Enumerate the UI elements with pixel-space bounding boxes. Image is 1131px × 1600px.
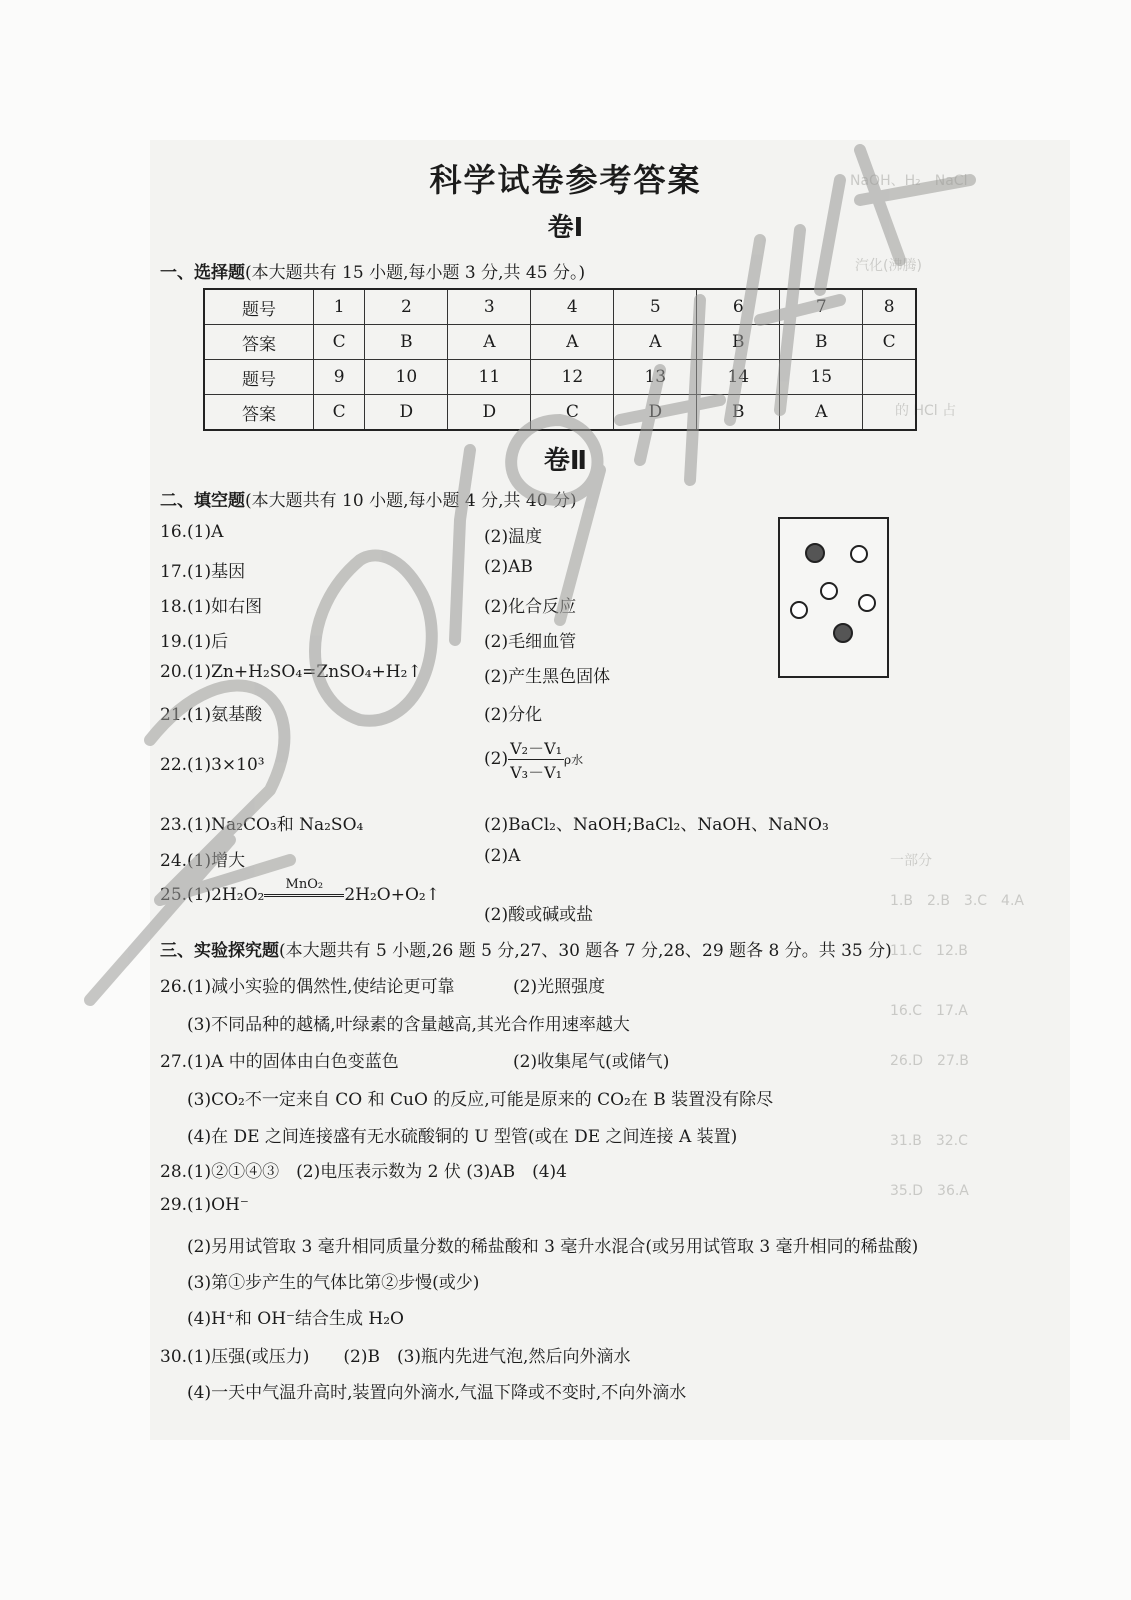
table-cell: 5 <box>614 289 697 325</box>
table-cell: 2 <box>365 289 448 325</box>
table-cell: 10 <box>365 360 448 395</box>
page-title: 科学试卷参考答案 <box>429 161 702 199</box>
table-cell-empty <box>863 395 916 431</box>
table-cell-label: 题号 <box>204 360 314 395</box>
answer-19b: (2)毛细血管 <box>484 632 577 652</box>
answer-20b: (2)产生黑色固体 <box>484 667 611 687</box>
table-cell: 4 <box>531 289 614 325</box>
answer-25a <box>160 878 440 905</box>
answer-27-2: (2)收集尾气(或储气) <box>513 1052 670 1072</box>
section-2-heading <box>160 486 577 511</box>
section-2-title: 二、填空题 <box>160 491 245 511</box>
hollow-particle-icon <box>858 594 876 612</box>
table-cell: 8 <box>863 289 916 325</box>
bleed-through-text: 一部分 <box>890 853 932 869</box>
section-3-desc: (本大题共有 5 小题,26 题 5 分,27、30 题各 7 分,28、29 题各 8 分。共 35 分) <box>279 941 892 961</box>
table-cell: 3 <box>448 289 531 325</box>
table-cell: 9 <box>314 360 365 395</box>
bleed-through-text: 汽化(沸腾) <box>855 258 922 274</box>
bleed-through-text: NaOH、H₂ NaCl <box>850 173 968 189</box>
answer-23a: 23.(1)Na₂CO₃和 Na₂SO₄ <box>160 815 364 835</box>
table-cell: A <box>531 325 614 360</box>
answer-table <box>203 288 917 431</box>
bleed-through-text: 26.D 27.B <box>890 1053 969 1069</box>
answer-21b: (2)分化 <box>484 705 543 725</box>
table-cell: C <box>314 325 365 360</box>
answer-20a: 20.(1)Zn+H₂SO₄=ZnSO₄+H₂↑ <box>160 662 422 682</box>
answer-30-2: (4)一天中气温升高时,装置向外滴水,气温下降或不变时,不向外滴水 <box>187 1383 687 1403</box>
particle-diagram <box>778 517 889 678</box>
section-3-title: 三、实验探究题 <box>160 941 279 961</box>
table-cell: C <box>863 325 916 360</box>
answer-25b: (2)酸或碱或盐 <box>484 905 594 925</box>
answer-21a: 21.(1)氨基酸 <box>160 705 263 725</box>
answer-17b: (2)AB <box>484 557 533 577</box>
table-cell: 11 <box>448 360 531 395</box>
section-1-title: 一、选择题 <box>160 263 245 283</box>
answer-30-1: 30.(1)压强(或压力) (2)B (3)瓶内先进气泡,然后向外滴水 <box>160 1347 631 1367</box>
fraction-denominator: V₃－V₁ <box>510 763 563 782</box>
equals-bar <box>264 894 344 897</box>
table-row <box>204 360 916 395</box>
table-cell: D <box>448 395 531 431</box>
hollow-particle-icon <box>790 601 808 619</box>
volume-1-heading: 卷Ⅰ <box>547 213 584 243</box>
bleed-through-text: 31.B 32.C <box>890 1133 968 1149</box>
catalyst-condition <box>264 878 344 905</box>
fraction-numerator: V₂－V₁ <box>508 736 564 760</box>
table-cell: 1 <box>314 289 365 325</box>
hollow-particle-icon <box>820 582 838 600</box>
table-cell-label: 题号 <box>204 289 314 325</box>
table-cell: 12 <box>531 360 614 395</box>
answer-27-3: (3)CO₂不一定来自 CO 和 CuO 的反应,可能是原来的 CO₂在 B 装置没有除尽 <box>187 1090 774 1110</box>
table-cell: A <box>780 395 863 431</box>
equation-right: 2H₂O+O₂↑ <box>344 885 440 905</box>
answer-29-3: (3)第①步产生的气体比第②步慢(或少) <box>187 1273 480 1293</box>
solid-particle-icon <box>833 623 853 643</box>
answer-26-2: (2)光照强度 <box>513 977 606 997</box>
table-cell: D <box>365 395 448 431</box>
table-cell-label: 答案 <box>204 395 314 431</box>
answer-27-1: 27.(1)A 中的固体由白色变蓝色 <box>160 1052 399 1072</box>
table-cell: 7 <box>780 289 863 325</box>
table-cell: A <box>448 325 531 360</box>
answer-29-4: (4)H⁺和 OH⁻结合生成 H₂O <box>187 1309 404 1329</box>
bleed-through-text: 16.C 17.A <box>890 1003 968 1019</box>
table-cell: B <box>780 325 863 360</box>
bleed-through-text: 1.B 2.B 3.C 4.A <box>890 893 1024 909</box>
table-row <box>204 289 916 325</box>
table-cell: B <box>365 325 448 360</box>
table-cell-empty <box>863 360 916 395</box>
answer-26-1: 26.(1)减小实验的偶然性,使结论更可靠 <box>160 977 455 997</box>
section-2-desc: (本大题共有 10 小题,每小题 4 分,共 40 分) <box>245 491 577 511</box>
table-cell-label: 答案 <box>204 325 314 360</box>
table-cell: 6 <box>697 289 780 325</box>
density-fraction <box>508 736 564 783</box>
table-cell: C <box>531 395 614 431</box>
answer-29-1: 29.(1)OH⁻ <box>160 1195 249 1215</box>
table-cell: D <box>614 395 697 431</box>
answer-23b: (2)BaCl₂、NaOH;BaCl₂、NaOH、NaNO₃ <box>484 815 829 835</box>
answer-28: 28.(1)②①④③ (2)电压表示数为 2 伏 (3)AB (4)4 <box>160 1162 567 1182</box>
answer-18a: 18.(1)如右图 <box>160 597 263 617</box>
answer-17a: 17.(1)基因 <box>160 562 246 582</box>
answer-16b: (2)温度 <box>484 527 543 547</box>
bleed-through-text: 11.C 12.B <box>890 943 968 959</box>
table-row <box>204 325 916 360</box>
section-1-heading <box>160 258 585 283</box>
answer-22b <box>484 736 583 783</box>
table-cell: C <box>314 395 365 431</box>
answer-22a: 22.(1)3×10³ <box>160 755 265 775</box>
bleed-through-text: 35.D 36.A <box>890 1183 969 1199</box>
answer-27-4: (4)在 DE 之间连接盛有无水硫酸铜的 U 型管(或在 DE 之间连接 A 装置) <box>187 1127 738 1147</box>
table-cell: B <box>697 395 780 431</box>
table-cell: 15 <box>780 360 863 395</box>
answer-26-3: (3)不同品种的越橘,叶绿素的含量越高,其光合作用速率越大 <box>187 1015 630 1035</box>
table-cell: A <box>614 325 697 360</box>
table-cell: B <box>697 325 780 360</box>
bleed-through-text: 的 HCl 占 <box>895 403 957 419</box>
answer-22b-prefix: (2) <box>484 749 509 769</box>
hollow-particle-icon <box>850 545 868 563</box>
answer-18b: (2)化合反应 <box>484 597 577 617</box>
answer-24b: (2)A <box>484 846 521 866</box>
answer-16a: 16.(1)A <box>160 522 224 542</box>
answer-29-2: (2)另用试管取 3 毫升相同质量分数的稀盐酸和 3 毫升水混合(或另用试管取 3 毫升相同的稀盐酸) <box>187 1237 919 1257</box>
equation-left: 25.(1)2H₂O₂ <box>160 885 265 905</box>
answer-24a: 24.(1)增大 <box>160 851 246 871</box>
table-cell: 13 <box>614 360 697 395</box>
answer-19a: 19.(1)后 <box>160 632 229 652</box>
solid-particle-icon <box>805 543 825 563</box>
table-row <box>204 395 916 431</box>
section-1-desc: (本大题共有 15 小题,每小题 3 分,共 45 分。) <box>245 263 586 283</box>
table-cell: 14 <box>697 360 780 395</box>
catalyst-label: MnO₂ <box>285 877 324 892</box>
volume-2-heading: 卷Ⅱ <box>543 446 588 476</box>
answer-22b-suffix: ρ水 <box>564 753 584 767</box>
section-3-heading <box>160 936 892 961</box>
